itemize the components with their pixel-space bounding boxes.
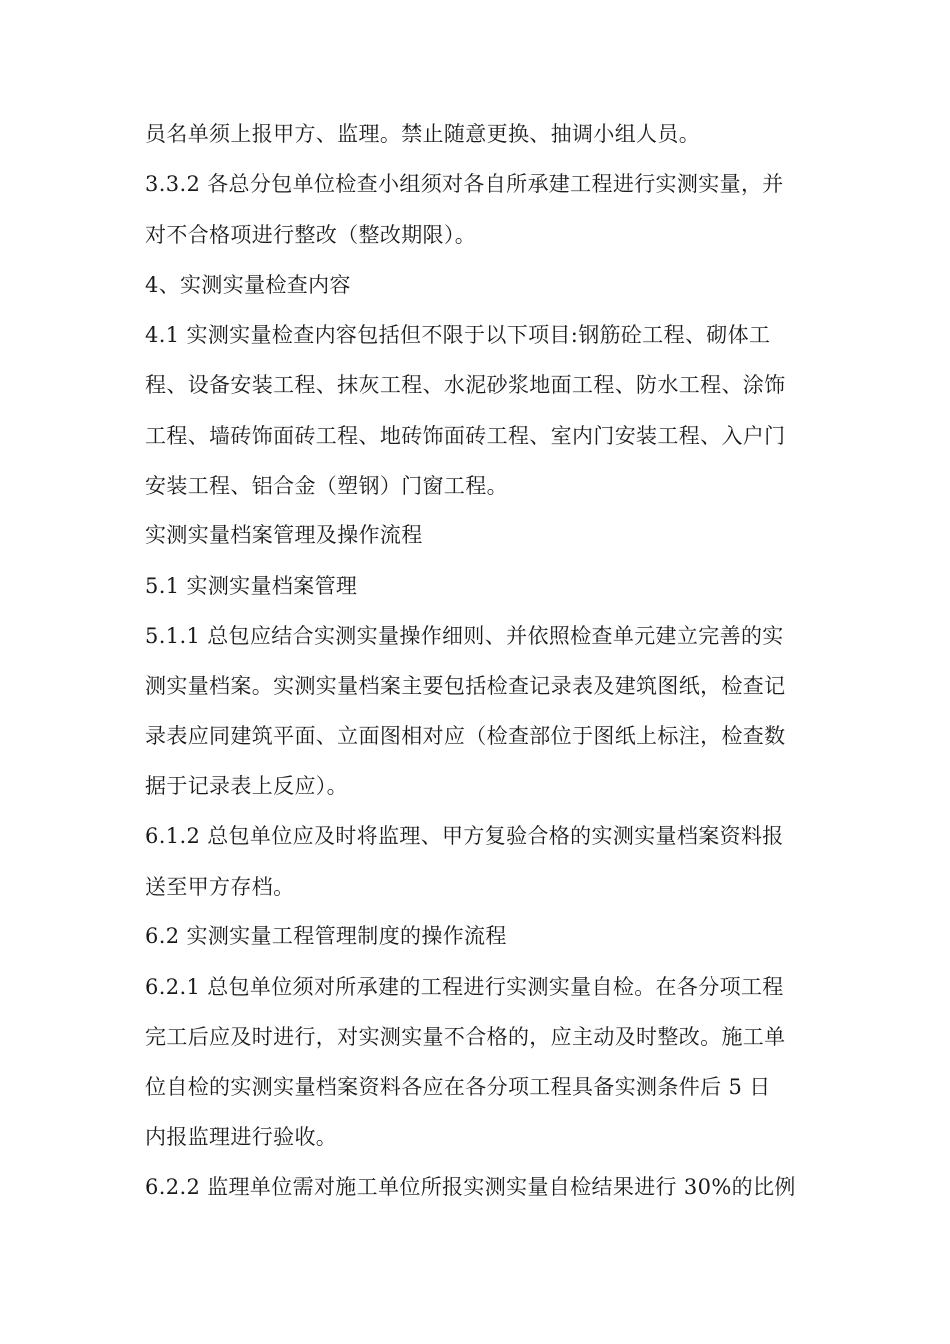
text-line: 员名单须上报甲方、监理。禁止随意更换、抽调小组人员。 [145,122,701,146]
text-line: 5.1.1 总包应结合实测实量操作细则、并依照检查单元建立完善的实 [145,624,784,648]
text-line: 6.2.1 总包单位须对所承建的工程进行实测实量自检。在各分项工程 [145,975,784,999]
text-line: 对不合格项进行整改（整改期限）。 [145,223,477,247]
text-line: 测实量档案。实测实量档案主要包括检查记录表及建筑图纸，检查记 [145,674,786,698]
section-heading: 4、实测实量检查内容 [145,273,351,297]
text-line: 内报监理进行验收。 [145,1125,338,1149]
text-line: 程、设备安装工程、抹灰工程、水泥砂浆地面工程、防水工程、涂饰 [145,373,786,397]
text-line: 6.1.2 总包单位应及时将监理、甲方复验合格的实测实量档案资料报 [145,824,784,848]
text-line: 6.2.2 监理单位需对施工单位所报实测实量自检结果进行 30%的比例 [145,1175,796,1199]
subsection-heading: 5.1 实测实量档案管理 [145,574,358,598]
text-line: 安装工程、铝合金（塑钢）门窗工程。 [145,474,508,498]
text-line: 录表应同建筑平面、立面图相对应（检查部位于图纸上标注，检查数 [145,724,786,748]
text-line: 送至甲方存档。 [145,875,295,899]
text-line: 据于记录表上反应）。 [145,774,348,798]
text-line: 完工后应及时进行，对实测实量不合格的，应主动及时整改。施工单 [145,1025,786,1049]
section-heading: 实测实量档案管理及操作流程 [145,523,423,547]
text-line: 工程、墙砖饰面砖工程、地砖饰面砖工程、室内门安装工程、入户门 [145,424,786,448]
text-line: 4.1 实测实量检查内容包括但不限于以下项目:钢筋砼工程、砌体工 [145,323,771,347]
text-line: 3.3.2 各总分包单位检查小组须对各自所承建工程进行实测实量，并 [145,172,784,196]
subsection-heading: 6.2 实测实量工程管理制度的操作流程 [145,924,507,948]
text-line: 位自检的实测实量档案资料各应在各分项工程具备实测条件后 5 日 [145,1075,771,1099]
